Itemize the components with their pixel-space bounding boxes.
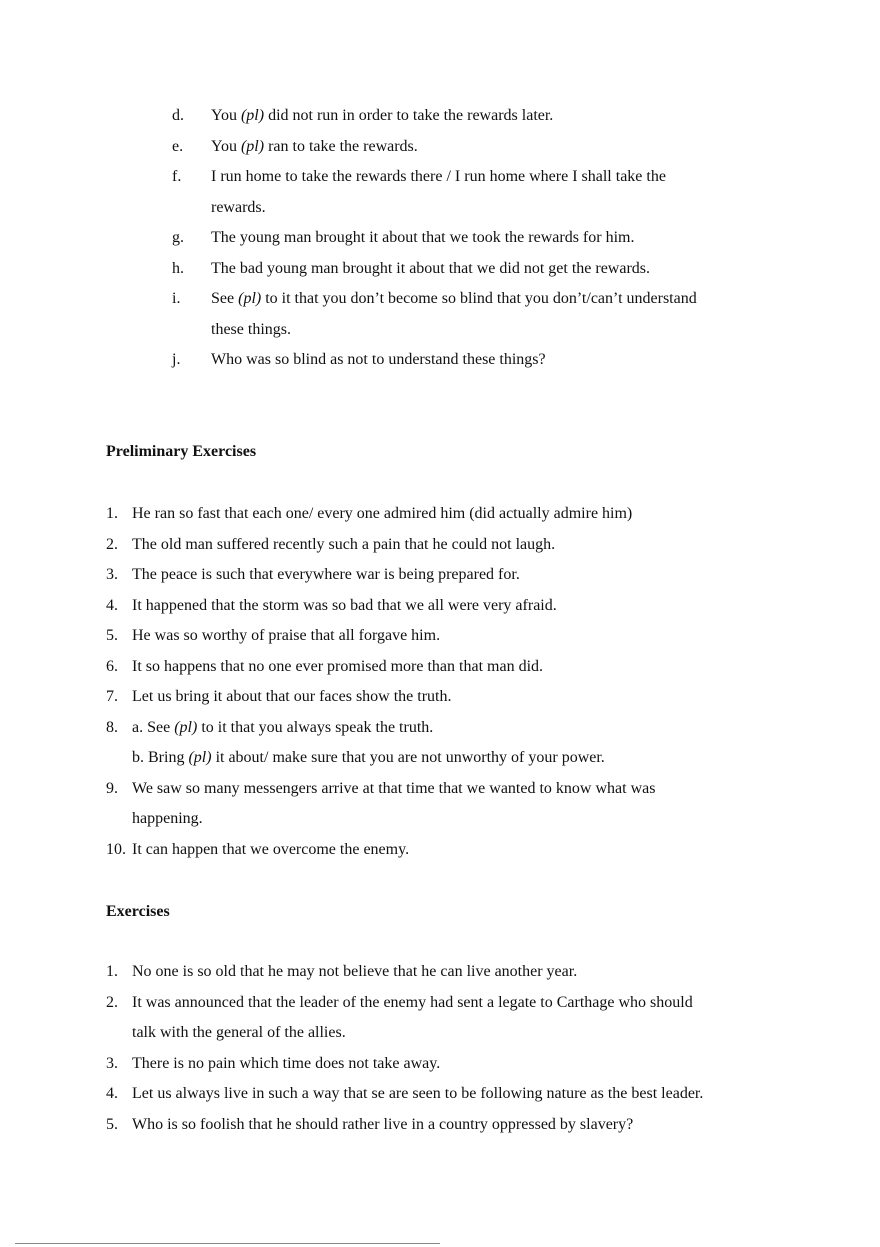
list-item-text	[132, 718, 433, 738]
text-segment: You	[211, 107, 241, 124]
text-segment: I run home to take the rewards there / I run home where I shall take the	[211, 168, 666, 185]
text-segment: We saw so many messengers arrive at that time that we wanted to know what was	[132, 779, 656, 797]
preliminary-exercises-heading: Preliminary Exercises	[106, 443, 257, 460]
list-item-text	[211, 167, 666, 187]
list-item-text	[132, 748, 605, 768]
list-item-text	[132, 1023, 346, 1043]
text-segment: It can happen that we overcome the enemy.	[132, 840, 410, 858]
list-item-text	[211, 259, 650, 279]
text-segment: He ran so fast that each one/ every one admired him (did actually admire him)	[132, 505, 633, 522]
list-item-label: 2.	[106, 535, 118, 553]
text-segment: happening.	[132, 810, 203, 827]
list-item-label: i.	[172, 290, 181, 307]
text-segment: Let us bring it about that our faces show the truth.	[132, 688, 452, 705]
text-segment: these things.	[211, 320, 291, 338]
list-item-label: g.	[172, 229, 184, 246]
plural-marker: (pl)	[240, 107, 265, 124]
list-item-text	[132, 840, 409, 860]
list-item-text	[132, 993, 693, 1013]
list-item-text	[211, 320, 291, 340]
list-item-text	[132, 779, 655, 799]
text-segment: Who is so foolish that he should rather live in a country oppressed by slavery?	[132, 1115, 634, 1133]
list-item-label: 5.	[106, 627, 118, 644]
text-segment: The peace is such that everywhere war is being prepared for.	[132, 566, 520, 583]
list-item-label: 8.	[106, 718, 118, 736]
text-segment: You	[211, 137, 241, 155]
list-item-text	[132, 565, 520, 585]
text-segment: did not run in order to take the rewards later.	[264, 107, 554, 124]
list-item-text	[211, 106, 553, 126]
text-segment: ran to take the rewards.	[264, 137, 418, 155]
list-item-text	[132, 809, 203, 829]
text-segment: b. Bring	[132, 749, 189, 766]
list-item-label: j.	[172, 351, 181, 368]
text-segment: It happened that the storm was so bad that we all were very afraid.	[132, 596, 557, 614]
list-item-text	[132, 1084, 703, 1104]
list-item-label: 5.	[106, 1115, 118, 1133]
list-item-text	[132, 596, 557, 616]
list-item-label: 10.	[106, 840, 126, 858]
list-item-text	[132, 1115, 633, 1135]
text-segment: rewards.	[211, 198, 266, 216]
text-segment: The bad young man brought it about that we did not get the rewards.	[211, 259, 651, 277]
list-item-label: f.	[172, 168, 182, 185]
plural-marker: (pl)	[240, 137, 265, 155]
list-item-text	[132, 657, 543, 677]
plural-marker: (pl)	[174, 718, 198, 736]
list-item-text	[211, 137, 418, 157]
list-item-label: 3.	[106, 566, 118, 583]
list-item-label: d.	[172, 107, 184, 124]
text-segment: The young man brought it about that we took the rewards for him.	[211, 229, 635, 246]
text-segment: It was announced that the leader of the enemy had sent a legate to Carthage who should	[132, 993, 693, 1011]
list-item-label: 4.	[106, 1085, 118, 1102]
list-item-label: e.	[172, 137, 184, 155]
list-item-text	[211, 350, 546, 370]
list-item-text	[132, 626, 440, 646]
list-item-text	[132, 504, 632, 524]
exercises-heading: Exercises	[106, 903, 170, 920]
text-segment: He was so worthy of praise that all forgave him.	[132, 627, 441, 644]
list-item-text	[132, 535, 555, 555]
text-segment: to it that you always speak the truth.	[197, 718, 434, 736]
list-item-text	[211, 198, 266, 218]
list-item-label: 1.	[106, 505, 118, 522]
list-item-text	[132, 687, 451, 707]
list-item-label: 6.	[106, 657, 118, 675]
list-item-label: 2.	[106, 993, 118, 1011]
text-segment: No one is so old that he may not believe that he can live another year.	[132, 963, 578, 980]
list-item-text	[132, 962, 577, 982]
list-item-label: 4.	[106, 596, 118, 614]
list-item-text	[211, 228, 634, 248]
plural-marker: (pl)	[188, 749, 212, 766]
text-segment: a. See	[132, 718, 175, 736]
plural-marker: (pl)	[238, 290, 262, 307]
text-segment: it about/ make sure that you are not unworthy of your power.	[211, 749, 605, 766]
footnote-separator	[15, 1243, 440, 1244]
list-item-label: 7.	[106, 688, 118, 705]
text-segment: talk with the general of the allies.	[132, 1024, 346, 1041]
list-item-text	[211, 289, 697, 309]
text-segment: See	[211, 290, 239, 307]
text-segment: It so happens that no one ever promised more than that man did.	[132, 657, 544, 675]
list-item-label: h.	[172, 259, 184, 277]
text-segment: There is no pain which time does not take away.	[132, 1054, 441, 1072]
text-segment: The old man suffered recently such a pain that he could not laugh.	[132, 535, 556, 553]
text-segment: to it that you don’t become so blind that you don’t/can’t understand	[261, 290, 697, 307]
list-item-label: 3.	[106, 1054, 118, 1072]
text-segment: Let us always live in such a way that se are seen to be following nature as the best leader.	[132, 1085, 704, 1102]
text-segment: Who was so blind as not to understand these things?	[211, 351, 546, 368]
list-item-text	[132, 1054, 440, 1074]
list-item-label: 1.	[106, 963, 118, 980]
list-item-label: 9.	[106, 779, 118, 797]
